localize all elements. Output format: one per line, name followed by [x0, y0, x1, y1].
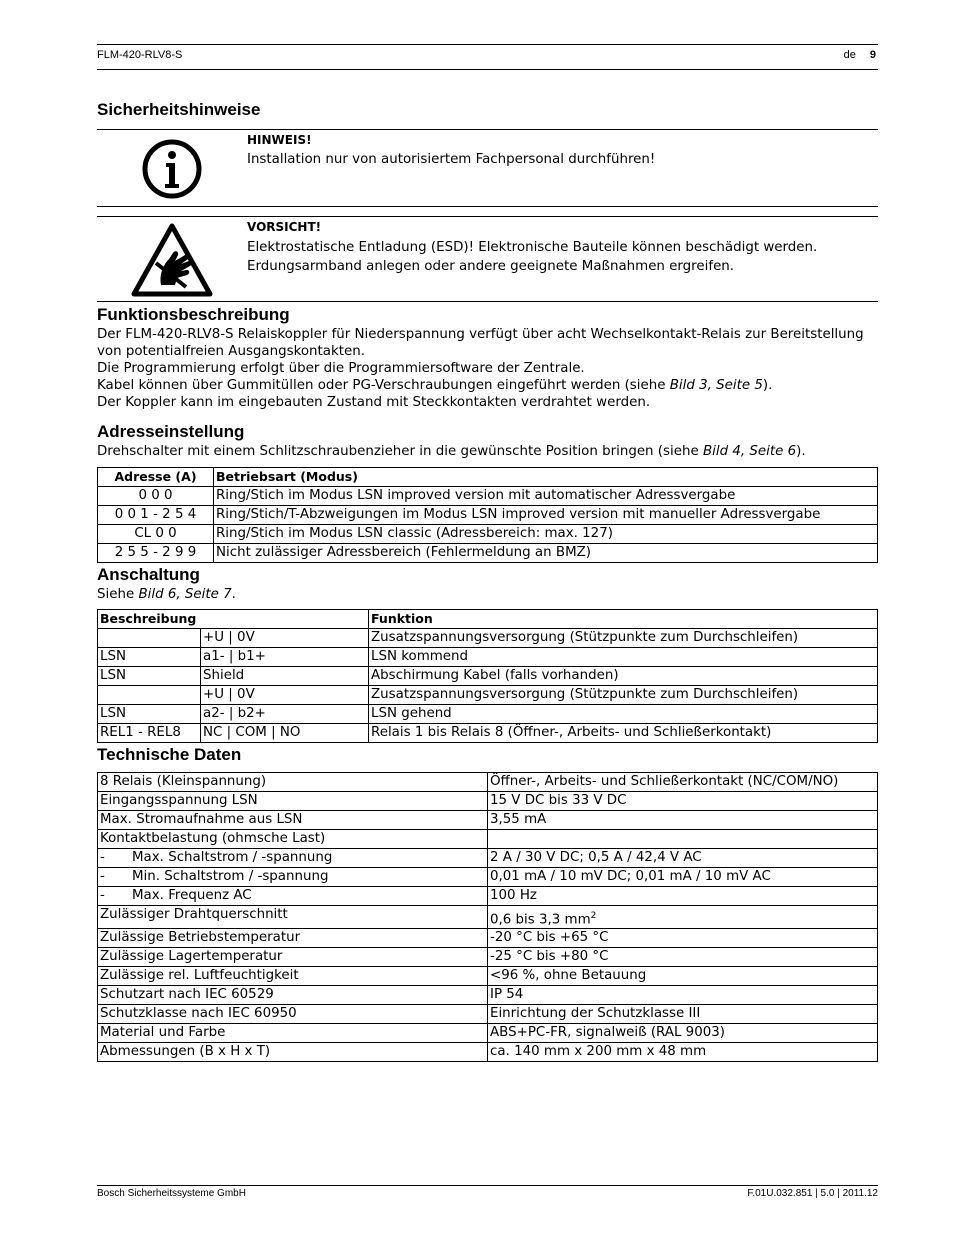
table-row — [98, 773, 878, 792]
table-header-row — [98, 468, 878, 487]
table-row — [98, 506, 878, 525]
spec-name: Max. Stromaufnahme aus LSN — [98, 811, 488, 830]
terminal-cell: a2- | b2+ — [201, 705, 369, 724]
table-row — [98, 1005, 878, 1024]
document-reference: F.01U.032.851 | 5.0 | 2011.12 — [747, 1188, 878, 1199]
function-cell: Zusatzspannungsversorgung (Stützpunkte zum Durchschleifen) — [369, 686, 878, 705]
company-name: Bosch Sicherheitssysteme GmbH — [97, 1188, 246, 1199]
mode-cell: Ring/Stich im Modus LSN improved version mit automatischer Adressvergabe — [214, 487, 878, 506]
section-address-title: Adresseinstellung — [97, 422, 245, 441]
column-header: Adresse (A) — [98, 468, 214, 487]
lang: de — [843, 49, 856, 61]
column-header: Beschreibung — [98, 610, 369, 629]
caution-box — [97, 216, 878, 302]
notice-box — [97, 129, 878, 207]
spec-value — [488, 830, 878, 849]
spec-value: 3,55 mA — [488, 811, 878, 830]
caution-line-1: Elektrostatische Entladung (ESD)! Elektronische Bauteile können beschädigt werden. — [247, 240, 818, 255]
table-row — [98, 544, 878, 563]
table-row — [98, 1043, 878, 1062]
section-function-title: Funktionsbeschreibung — [97, 305, 290, 324]
spec-value: -20 °C bis +65 °C — [488, 929, 878, 948]
spec-name: Zulässige rel. Luftfeuchtigkeit — [98, 967, 488, 986]
function-cell: Zusatzspannungsversorgung (Stützpunkte zum Durchschleifen) — [369, 629, 878, 648]
table-row — [98, 811, 878, 830]
function-cell: LSN gehend — [369, 705, 878, 724]
page-number: 9 — [869, 49, 876, 61]
table-row — [98, 648, 878, 667]
spec-name: Material und Farbe — [98, 1024, 488, 1043]
mode-cell: Ring/Stich im Modus LSN classic (Adressbereich: max. 127) — [214, 525, 878, 544]
spec-name: 8 Relais (Kleinspannung) — [98, 773, 488, 792]
spec-value: ca. 140 mm x 200 mm x 48 mm — [488, 1043, 878, 1062]
notice-title: HINWEIS! — [247, 133, 312, 147]
caution-title: VORSICHT! — [247, 220, 322, 234]
function-text — [97, 326, 864, 411]
column-header: Funktion — [369, 610, 878, 629]
table-row — [98, 487, 878, 506]
spec-name: Zulässiger Drahtquerschnitt — [98, 906, 488, 929]
table-row — [98, 1024, 878, 1043]
section-safety-title: Sicherheitshinweise — [97, 100, 261, 119]
bullet: - — [100, 888, 105, 903]
table-row — [98, 849, 878, 868]
spec-name: - Max. Schaltstrom / -spannung — [98, 849, 488, 868]
esd-warning-icon — [131, 223, 213, 297]
table-row — [98, 830, 878, 849]
spec-value: 0,6 bis 3,3 $mm^2$ — [488, 906, 878, 929]
function-line: Der FLM-420-RLV8-S Relaiskoppler für Niederspannung verfügt über acht Wechselkontakt-Relais zur Bereitstellung — [97, 327, 864, 342]
spec-name: Kontaktbelastung (ohmsche Last) — [98, 830, 488, 849]
table-row — [98, 868, 878, 887]
spec-value: Öffner-, Arbeits- und Schließerkontakt (NC/COM/NO) — [488, 773, 878, 792]
address-cell: CL 0 0 — [98, 525, 214, 544]
spec-value: Einrichtung der Schutzklasse III — [488, 1005, 878, 1024]
spec-value: <96 %, ohne Betauung — [488, 967, 878, 986]
spec-value: IP 54 — [488, 986, 878, 1005]
table-row — [98, 724, 878, 743]
section-tech-title: Technische Daten — [97, 745, 242, 764]
signal-cell — [98, 629, 201, 648]
terminal-cell: a1- | b1+ — [201, 648, 369, 667]
signal-cell — [98, 686, 201, 705]
spec-name: Abmessungen (B x H x T) — [98, 1043, 488, 1062]
table-row — [98, 967, 878, 986]
spec-value: 2 A / 30 V DC; 0,5 A / 42,4 V AC — [488, 849, 878, 868]
table-row — [98, 686, 878, 705]
spec-name: - Min. Schaltstrom / -spannung — [98, 868, 488, 887]
address-text: Drehschalter mit einem Schlitzschraubenzieher in die gewünschte Position bringen (siehe Bild 4, Seite 6). — [97, 444, 806, 459]
spec-name: Eingangsspannung LSN — [98, 792, 488, 811]
column-header: Betriebsart (Modus) — [214, 468, 878, 487]
table-row — [98, 705, 878, 724]
table-header-row — [98, 610, 878, 629]
spec-name: Schutzart nach IEC 60529 — [98, 986, 488, 1005]
function-cell: Abschirmung Kabel (falls vorhanden) — [369, 667, 878, 686]
table-row — [98, 948, 878, 967]
signal-cell: LSN — [98, 648, 201, 667]
mode-cell: Nicht zulässiger Adressbereich (Fehlermeldung an BMZ) — [214, 544, 878, 563]
section-wiring-title: Anschaltung — [97, 565, 200, 584]
spec-name: Zulässige Lagertemperatur — [98, 948, 488, 967]
table-row — [98, 906, 878, 929]
table-row — [98, 525, 878, 544]
address-cell: 0 0 1 - 2 5 4 — [98, 506, 214, 525]
address-table — [97, 467, 878, 563]
figure-reference[interactable]: Bild 3, Seite 5 — [669, 378, 763, 393]
terminal-cell: Shield — [201, 667, 369, 686]
function-cell: Relais 1 bis Relais 8 (Öffner-, Arbeits- und Schließerkontakt) — [369, 724, 878, 743]
table-row — [98, 792, 878, 811]
function-cell: LSN kommend — [369, 648, 878, 667]
function-line: Der Koppler kann im eingebauten Zustand mit Steckkontakten verdrahtet werden. — [97, 395, 651, 410]
table-row — [98, 986, 878, 1005]
spec-value: 100 Hz — [488, 887, 878, 906]
function-line: von potentialfreien Ausgangskontakten. — [97, 344, 365, 359]
terminal-cell: NC | COM | NO — [201, 724, 369, 743]
bullet: - — [100, 850, 105, 865]
notice-text: Installation nur von autorisiertem Fachpersonal durchführen! — [247, 152, 656, 167]
superscript: 2 — [590, 911, 597, 921]
signal-cell: REL1 - REL8 — [98, 724, 201, 743]
terminal-cell: +U | 0V — [201, 629, 369, 648]
terminal-cell: +U | 0V — [201, 686, 369, 705]
spec-value: -25 °C bis +80 °C — [488, 948, 878, 967]
bullet: - — [100, 869, 105, 884]
wiring-table — [97, 609, 878, 743]
address-cell: 0 0 0 — [98, 487, 214, 506]
signal-cell: LSN — [98, 705, 201, 724]
table-row — [98, 887, 878, 906]
caution-line-2: Erdungsarmband anlegen oder andere geeignete Maßnahmen ergreifen. — [247, 259, 735, 274]
doc-id: FLM-420-RLV8-S — [97, 49, 183, 61]
function-line: Kabel können über Gummitüllen oder PG-Verschraubungen eingeführt werden (siehe Bild 3, Seite 5). — [97, 378, 773, 393]
info-icon — [141, 138, 203, 200]
address-cell: 2 5 5 - 2 9 9 — [98, 544, 214, 563]
table-row — [98, 629, 878, 648]
page-header — [97, 44, 878, 70]
table-row — [98, 929, 878, 948]
table-row — [98, 667, 878, 686]
signal-cell: LSN — [98, 667, 201, 686]
mode-cell: Ring/Stich/T-Abzweigungen im Modus LSN improved version mit manueller Adressvergabe — [214, 506, 878, 525]
spec-value: 0,01 mA / 10 mV DC; 0,01 mA / 10 mV AC — [488, 868, 878, 887]
spec-value: 15 V DC bis 33 V DC — [488, 792, 878, 811]
figure-reference[interactable]: Bild 4, Seite 6 — [702, 444, 797, 459]
spec-value: ABS+PC-FR, signalweiß (RAL 9003) — [488, 1024, 878, 1043]
spec-name: Schutzklasse nach IEC 60950 — [98, 1005, 488, 1024]
wiring-text: Siehe Bild 6, Seite 7. — [97, 587, 236, 602]
function-line: Die Programmierung erfolgt über die Programmiersoftware der Zentrale. — [97, 361, 585, 376]
tech-data-table — [97, 772, 878, 1062]
spec-name: Zulässige Betriebstemperatur — [98, 929, 488, 948]
page-footer — [97, 1185, 878, 1199]
spec-name: - Max. Frequenz AC — [98, 887, 488, 906]
figure-reference[interactable]: Bild 6, Seite 7 — [138, 587, 232, 602]
